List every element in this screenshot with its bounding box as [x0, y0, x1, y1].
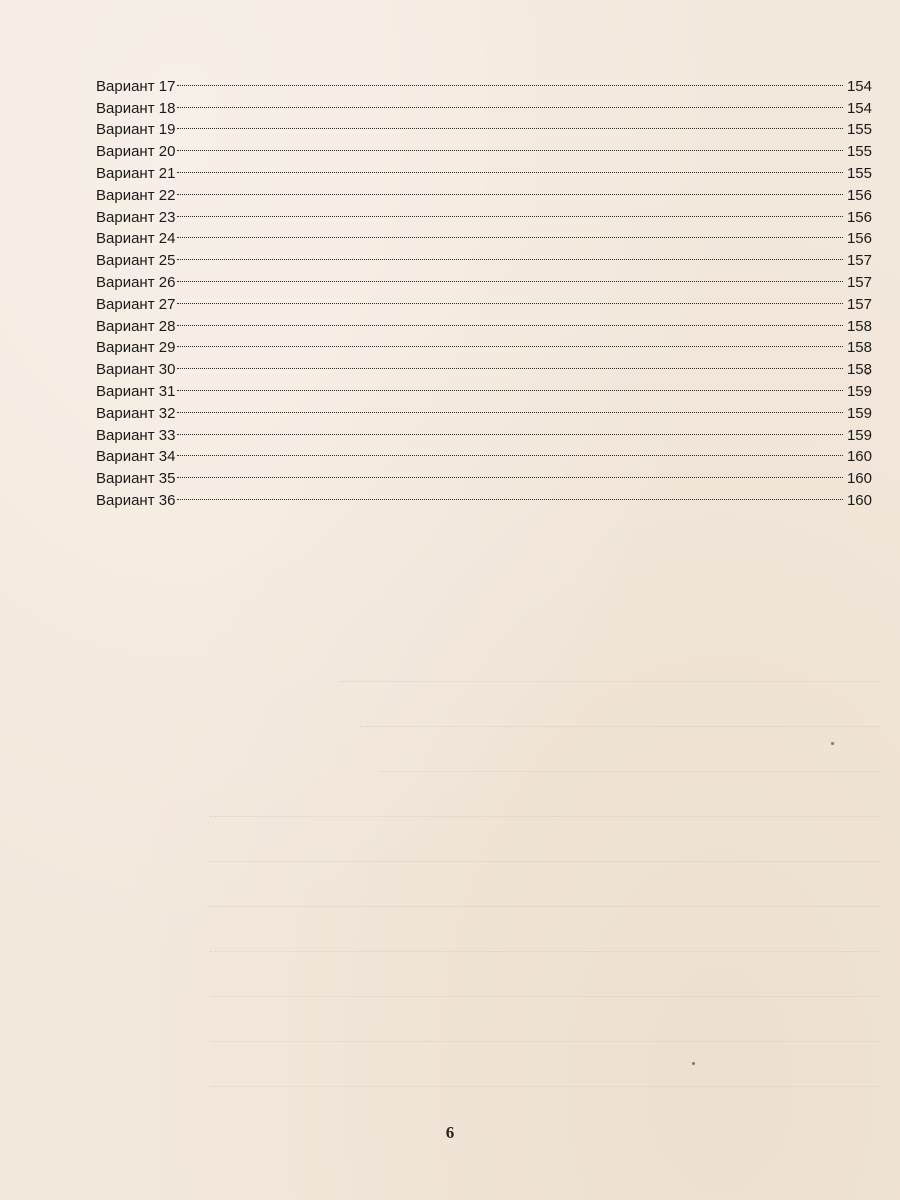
- toc-entry-page-number: 157: [846, 295, 872, 313]
- toc-entry-page-number: 155: [846, 164, 872, 182]
- toc-entry-page-number: 158: [846, 339, 872, 357]
- toc-entry-label: Вариант 31: [96, 382, 176, 400]
- toc-entry: [96, 418, 872, 444]
- toc-entry-label: Вариант 21: [96, 164, 176, 182]
- toc-entry-page-number: 154: [846, 77, 872, 95]
- toc-leader-dots: [177, 243, 845, 265]
- toc-leader-dots: [177, 461, 845, 483]
- toc-leader-dots: [177, 440, 845, 462]
- paper-speck: [692, 1062, 695, 1065]
- toc-entry-page-number: 160: [846, 491, 872, 509]
- toc-entry: [96, 200, 872, 226]
- toc-entry-page-number: 158: [846, 317, 872, 335]
- toc-entry-page-number: 159: [846, 382, 872, 400]
- toc-entry-label: Вариант 30: [96, 361, 176, 379]
- toc-entry-page-number: 156: [846, 208, 872, 226]
- toc-entry-page-number: 155: [846, 121, 872, 139]
- toc-entry-label: Вариант 23: [96, 208, 176, 226]
- toc-entry-page-number: 155: [846, 143, 872, 161]
- toc-leader-dots: [177, 309, 845, 331]
- toc-entry-label: Вариант 17: [96, 77, 176, 95]
- toc-entry: [96, 483, 872, 509]
- page-number: 6: [445, 1123, 455, 1142]
- table-of-contents: [96, 69, 872, 509]
- toc-entry-page-number: 158: [846, 361, 872, 379]
- toc-entry-label: Вариант 27: [96, 295, 176, 313]
- toc-entry: [96, 265, 872, 291]
- toc-entry: [96, 309, 872, 335]
- toc-entry-label: Вариант 18: [96, 99, 176, 117]
- toc-leader-dots: [177, 396, 845, 418]
- toc-leader-dots: [177, 483, 845, 505]
- toc-entry-page-number: 156: [846, 230, 872, 248]
- toc-entry-label: Вариант 28: [96, 317, 176, 335]
- toc-leader-dots: [177, 418, 845, 440]
- toc-entry: [96, 156, 872, 182]
- toc-entry: [96, 461, 872, 488]
- toc-leader-dots: [177, 113, 845, 135]
- toc-entry: [96, 287, 872, 313]
- toc-entry-label: Вариант 29: [96, 339, 176, 357]
- toc-entry: [96, 113, 872, 139]
- toc-leader-dots: [177, 265, 845, 287]
- toc-entry-label: Вариант 20: [96, 143, 176, 161]
- toc-entry: [96, 374, 872, 400]
- toc-leader-dots: [177, 374, 845, 396]
- toc-entry-page-number: 160: [846, 448, 872, 466]
- toc-leader-dots: [177, 178, 845, 200]
- toc-entry: [96, 178, 872, 204]
- toc-leader-dots: [177, 222, 845, 244]
- toc-entry: [96, 69, 872, 95]
- toc-entry-label: Вариант 35: [96, 470, 176, 488]
- toc-entry: [96, 222, 872, 248]
- toc-leader-dots: [177, 200, 845, 222]
- toc-entry: [96, 440, 872, 466]
- toc-entry-page-number: 159: [846, 426, 872, 444]
- toc-leader-dots: [177, 287, 845, 309]
- paper-speck: [831, 742, 834, 745]
- toc-entry-label: Вариант 36: [96, 491, 176, 509]
- toc-entry-page-number: 156: [846, 186, 872, 204]
- toc-entry: [96, 396, 872, 422]
- toc-entry: [96, 243, 872, 270]
- toc-leader-dots: [177, 331, 845, 353]
- toc-entry-page-number: 159: [846, 404, 872, 422]
- toc-entry-label: Вариант 26: [96, 273, 176, 291]
- toc-entry-label: Вариант 33: [96, 426, 176, 444]
- toc-entry: [96, 352, 872, 379]
- toc-leader-dots: [177, 91, 845, 113]
- toc-entry-page-number: 157: [846, 273, 872, 291]
- toc-entry-label: Вариант 24: [96, 230, 176, 248]
- toc-entry-label: Вариант 32: [96, 404, 176, 422]
- toc-leader-dots: [177, 156, 845, 178]
- toc-entry-label: Вариант 22: [96, 186, 176, 204]
- toc-leader-dots: [177, 69, 845, 91]
- toc-entry-page-number: 157: [846, 252, 872, 270]
- toc-entry-label: Вариант 34: [96, 448, 176, 466]
- toc-entry: [96, 331, 872, 357]
- toc-leader-dots: [177, 134, 845, 156]
- toc-entry-page-number: 154: [846, 99, 872, 117]
- toc-leader-dots: [177, 352, 845, 374]
- toc-entry: [96, 91, 872, 117]
- toc-entry: [96, 134, 872, 161]
- toc-entry-label: Вариант 25: [96, 252, 176, 270]
- toc-entry-page-number: 160: [846, 470, 872, 488]
- toc-entry-label: Вариант 19: [96, 121, 176, 139]
